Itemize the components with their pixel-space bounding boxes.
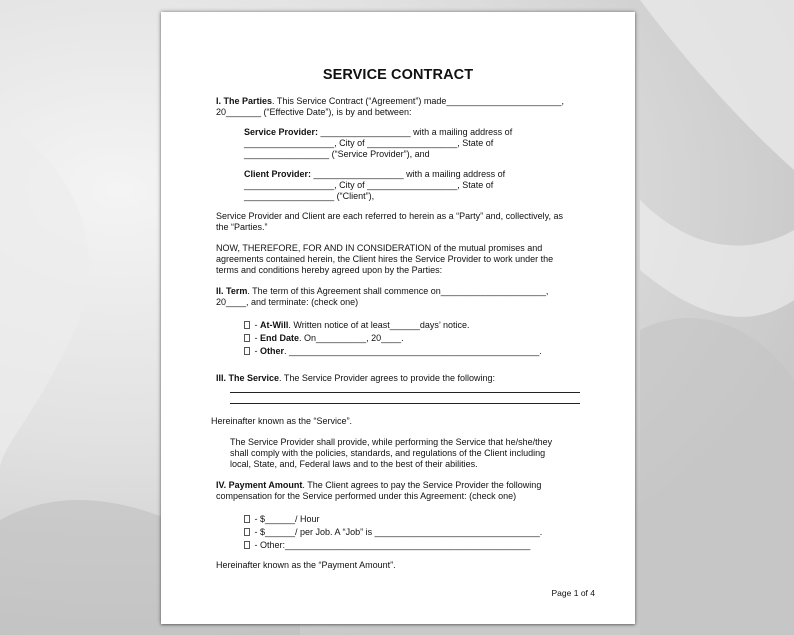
parties-heading: I. The Parties bbox=[216, 96, 273, 106]
payment-text-1: . The Client agrees to pay the Service Provider the following bbox=[302, 480, 542, 490]
term-option-end-date-text: . On__________, 20____. bbox=[299, 333, 404, 343]
client-provider-text-1: __________________ with a mailing address of bbox=[311, 169, 506, 179]
term-option-other-label: Other bbox=[260, 346, 285, 356]
document-page bbox=[161, 12, 635, 624]
term-option-dash-3: - bbox=[252, 346, 260, 356]
term-option-other[interactable] bbox=[244, 346, 542, 357]
term-option-at-will[interactable] bbox=[244, 320, 470, 331]
checkbox-at-will[interactable] bbox=[244, 321, 250, 329]
service-provider-text-1: __________________ with a mailing address of bbox=[318, 127, 513, 137]
term-option-at-will-text: . Written notice of at least______days’ notice. bbox=[288, 320, 470, 330]
service-provider-label: Service Provider: bbox=[244, 127, 319, 137]
term-option-at-will-label: At-Will bbox=[260, 320, 289, 330]
checkbox-per-job[interactable] bbox=[244, 528, 250, 536]
term-option-end-date-label: End Date bbox=[260, 333, 300, 343]
service-para-line-3: local, State, and, Federal laws and to the best of their abilities. bbox=[230, 459, 478, 469]
client-provider-line-1 bbox=[244, 169, 505, 180]
party-definition-line-1: Service Provider and Client are each referred to herein as a “Party” and, collectively, as bbox=[216, 211, 563, 221]
term-option-dash-2: - bbox=[252, 333, 260, 343]
checkbox-other-term[interactable] bbox=[244, 347, 250, 355]
service-blank-line-1[interactable] bbox=[230, 392, 580, 393]
payment-heading: IV. Payment Amount bbox=[216, 480, 303, 490]
client-provider-line-2: __________________, City of __________________, State of bbox=[244, 180, 494, 190]
payment-line-1 bbox=[216, 480, 541, 491]
service-heading: III. The Service bbox=[216, 373, 280, 383]
term-heading: II. Term bbox=[216, 286, 248, 296]
consideration-line-2: agreements contained herein, the Client hires the Service Provider to work under the bbox=[216, 254, 554, 264]
party-definition-line-2: the “Parties.” bbox=[216, 222, 268, 232]
term-option-dash-1: - bbox=[252, 320, 260, 330]
term-line-1 bbox=[216, 286, 548, 297]
parties-line-2: 20_______ (“Effective Date”), is by and between: bbox=[216, 107, 412, 117]
payment-known-as: Hereinafter known as the “Payment Amount”. bbox=[216, 560, 396, 570]
service-provider-line-2: __________________, City of __________________, State of bbox=[244, 138, 494, 148]
payment-option-hour[interactable] bbox=[244, 514, 320, 525]
term-text-1: . The term of this Agreement shall commence on_____________________, bbox=[247, 286, 549, 296]
consideration-line-3: terms and conditions hereby agreed upon by the Parties: bbox=[216, 265, 443, 275]
document-title: SERVICE CONTRACT bbox=[322, 67, 474, 83]
payment-option-hour-text: - $______/ Hour bbox=[252, 514, 320, 524]
checkbox-end-date[interactable] bbox=[244, 334, 250, 342]
consideration-line-1: NOW, THEREFORE, FOR AND IN CONSIDERATION of the mutual promises and bbox=[216, 243, 543, 253]
service-known-as: Hereinafter known as the “Service”. bbox=[211, 416, 353, 426]
service-provider-line-3: _________________ (“Service Provider”), and bbox=[244, 149, 430, 159]
term-option-end-date[interactable] bbox=[244, 333, 404, 344]
payment-option-other[interactable] bbox=[244, 540, 530, 551]
client-provider-line-3: __________________ (“Client”), bbox=[244, 191, 375, 201]
term-option-other-text: . __________________________________________________. bbox=[284, 346, 542, 356]
payment-line-2: compensation for the Service performed under this Agreement: (check one) bbox=[216, 491, 517, 501]
service-line-1 bbox=[216, 373, 495, 384]
client-provider-label: Client Provider: bbox=[244, 169, 312, 179]
service-text-1: . The Service Provider agrees to provide the following: bbox=[279, 373, 495, 383]
term-line-2: 20____, and terminate: (check one) bbox=[216, 297, 359, 307]
parties-text-1: . This Service Contract (“Agreement”) made_______________________, bbox=[272, 96, 565, 106]
payment-option-other-text: - Other:_________________________________________________ bbox=[252, 540, 531, 550]
service-para-line-1: The Service Provider shall provide, while performing the Service that he/she/they bbox=[230, 437, 553, 447]
payment-option-job[interactable] bbox=[244, 527, 542, 538]
page-number: Page 1 of 4 bbox=[551, 588, 595, 598]
service-provider-line-1 bbox=[244, 127, 512, 138]
checkbox-other-payment[interactable] bbox=[244, 541, 250, 549]
service-blank-line-2[interactable] bbox=[230, 403, 580, 404]
payment-option-job-text: - $______/ per Job. A “Job” is _________________________________. bbox=[252, 527, 543, 537]
parties-line-1 bbox=[216, 96, 564, 107]
service-para-line-2: shall comply with the policies, standards, and regulations of the Client including bbox=[230, 448, 546, 458]
checkbox-per-hour[interactable] bbox=[244, 515, 250, 523]
